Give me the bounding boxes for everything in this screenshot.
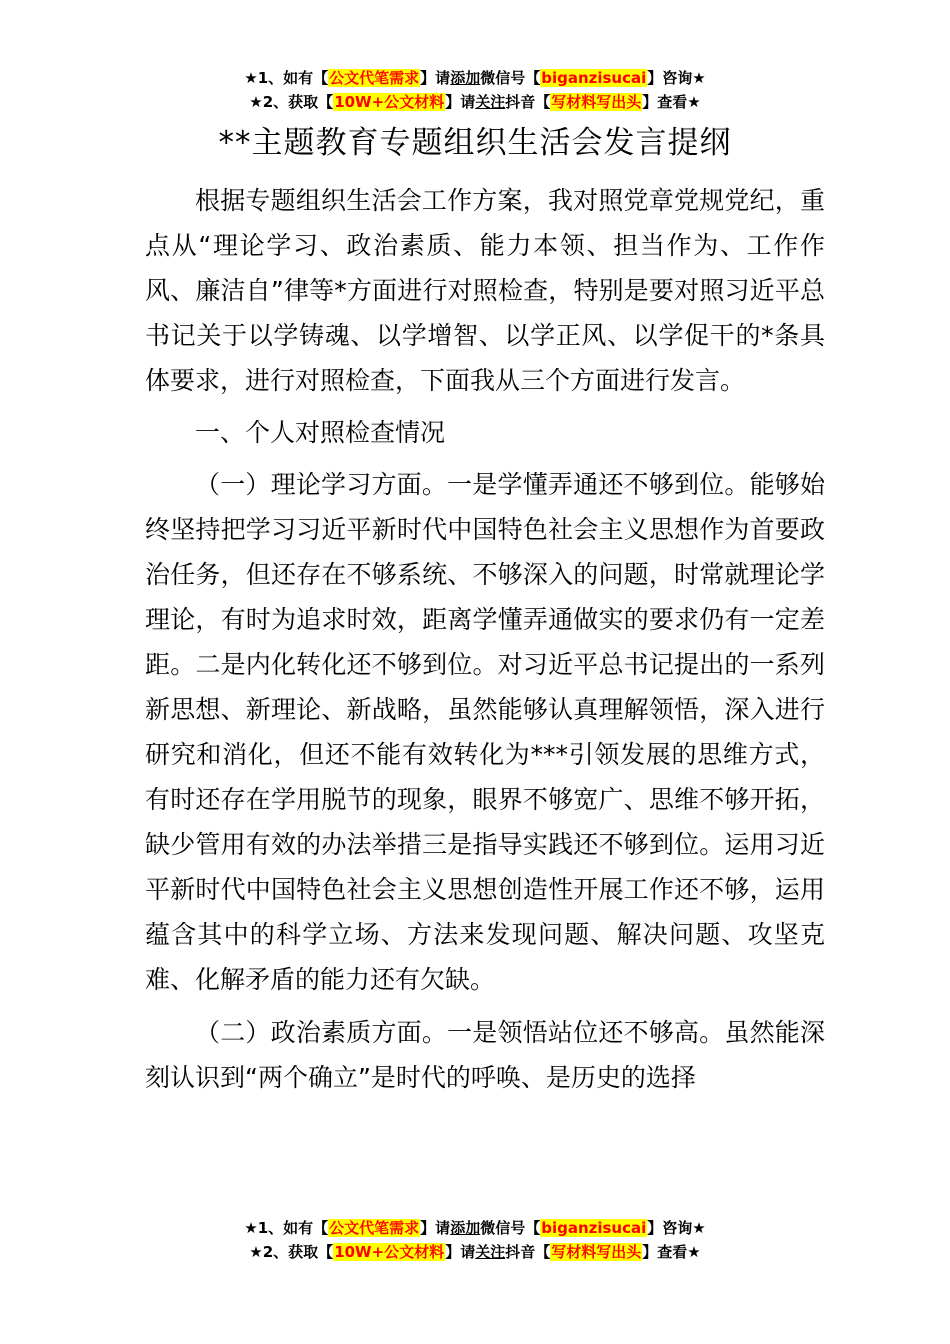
promo-text: ★1、如有【 — [244, 69, 329, 87]
promo-underlined-text: 关注 — [475, 1243, 506, 1261]
document-title: **主题教育专题组织生活会发言提纲 — [218, 125, 732, 161]
promo-highlight: 10W+公文材料 — [334, 93, 445, 111]
promo-text: 】请 — [445, 93, 476, 111]
document-body — [145, 178, 825, 1100]
promo-text: ★1、如有【 — [244, 1219, 329, 1237]
promo-line-1 — [0, 66, 950, 90]
promo-highlight: 写材料写出头 — [551, 93, 642, 111]
promo-text: ★2、获取【 — [249, 93, 334, 111]
promo-text: 微信号【 — [480, 69, 541, 87]
promo-line-2 — [0, 1240, 950, 1264]
promo-text: 】查看★ — [642, 1243, 701, 1261]
intro-paragraph: 根据专题组织生活会工作方案，我对照党章党规党纪，重点从“理论学习、政治素质、能力本领、担当作为、工作作风、廉洁自”律等*方面进行对照检查，特别是要对照习近平总书记关于以学铸魂、以学增智、以学正风、以学促干的*条具体要求，进行对照检查，下面我从三个方面进行发言。 — [145, 186, 825, 395]
promo-highlight: 公文代笔需求 — [329, 69, 420, 87]
promo-highlight: biganzisucai — [541, 69, 647, 87]
promo-text: 】请 — [420, 69, 451, 87]
promo-text: 微信号【 — [480, 1219, 541, 1237]
promo-highlight: 10W+公文材料 — [334, 1243, 445, 1261]
promo-highlight: biganzisucai — [541, 1219, 647, 1237]
promo-underlined-text: 添加 — [450, 69, 481, 87]
promo-line-1 — [0, 1216, 950, 1240]
promo-text: 】查看★ — [642, 93, 701, 111]
promo-highlight: 公文代笔需求 — [329, 1219, 420, 1237]
body-paragraph: （一）理论学习方面。一是学懂弄通还不够到位。能够始终坚持把学习习近平新时代中国特色社会主义思想作为首要政治任务，但还存在不够系统、不够深入的问题，时常就理论学理论，有时为追求时效，距离学懂弄通做实的要求仍有一定差距。二是内化转化还不够到位。对习近平总书记提出的一系列新思想、新理论、新战略，虽然能够认真理解领悟，深入进行研究和消化，但还不能有效转化为***引领发展的思维方式，有时还存在学用脱节的现象，眼界不够宽广、思维不够开拓，缺少管用有效的办法举措三是指导实践还不够到位。运用习近平新时代中国特色社会主义思想创造性开展工作还不够，运用蕴含其中的科学立场、方法来发现问题、解决问题、攻坚克难、化解矛盾的能力还有欠缺。 — [145, 470, 825, 994]
promo-banner-top — [0, 66, 950, 114]
promo-line-2 — [0, 90, 950, 114]
section-heading: 一、个人对照检查情况 — [195, 418, 446, 447]
promo-text: 】咨询★ — [647, 69, 706, 87]
promo-text: 】请 — [445, 1243, 476, 1261]
body-paragraph: （二）政治素质方面。一是领悟站位还不够高。虽然能深刻认识到“两个确立”是时代的呼唤、是历史的选择 — [145, 1018, 825, 1092]
promo-banner-bottom — [0, 1216, 950, 1264]
promo-text: 抖音【 — [505, 1243, 551, 1261]
promo-underlined-text: 添加 — [450, 1219, 481, 1237]
promo-highlight: 写材料写出头 — [551, 1243, 642, 1261]
promo-text: 】请 — [420, 1219, 451, 1237]
promo-text: 】咨询★ — [647, 1219, 706, 1237]
promo-text: ★2、获取【 — [249, 1243, 334, 1261]
promo-underlined-text: 关注 — [475, 93, 506, 111]
promo-text: 抖音【 — [505, 93, 551, 111]
